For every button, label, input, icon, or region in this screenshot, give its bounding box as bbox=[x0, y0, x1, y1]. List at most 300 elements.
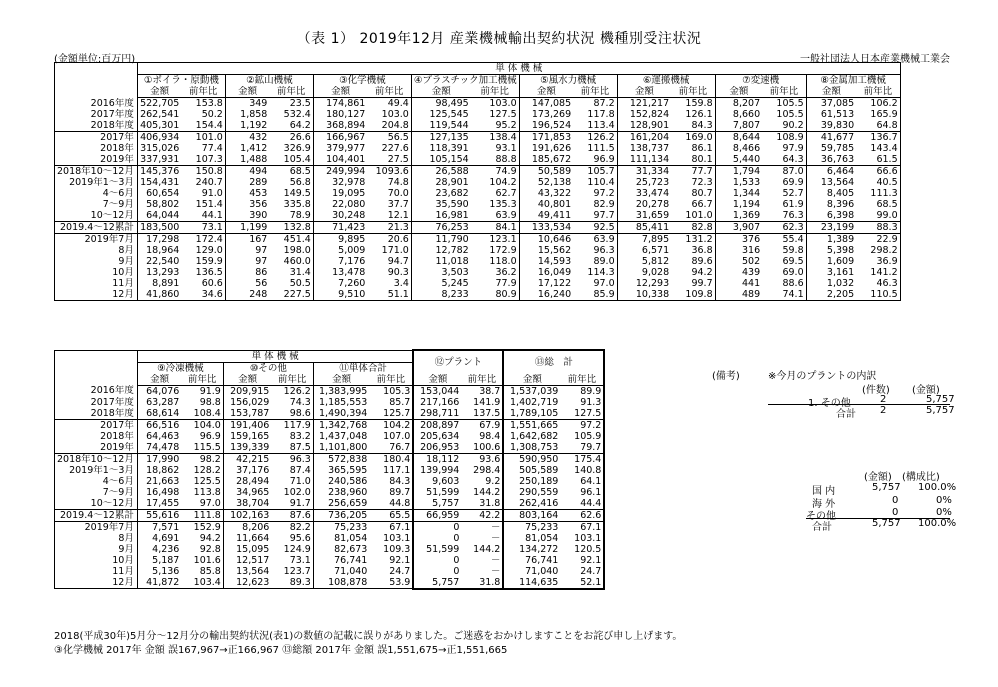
ratio-cell: 107.0 bbox=[369, 431, 413, 442]
ratio-cell: 141.2 bbox=[856, 267, 900, 278]
ratio-cell: 131.2 bbox=[671, 234, 715, 246]
ratio-cell: 91.7 bbox=[271, 498, 313, 510]
amount-cell: 6,571 bbox=[641, 245, 670, 256]
ratio-cell: 73.1 bbox=[271, 555, 313, 566]
amount-cell: 406,934 bbox=[140, 132, 180, 143]
table-row bbox=[55, 453, 605, 465]
ratio-cell: 110.5 bbox=[856, 289, 900, 301]
ratio-cell: 204.8 bbox=[367, 120, 411, 132]
amount-cell: 134,272 bbox=[503, 544, 560, 555]
ratio-cell: 138.4 bbox=[471, 132, 519, 144]
amount-cell: 81,054 bbox=[334, 532, 368, 544]
amount-cell: 86 bbox=[255, 267, 268, 278]
ratio-cell: 22.9 bbox=[856, 234, 900, 246]
ratio-cell: 113.8 bbox=[181, 487, 223, 498]
amount-cell: 21,663 bbox=[146, 475, 180, 487]
amount-cell: 64,463 bbox=[146, 430, 180, 442]
ratio-cell: 175.4 bbox=[560, 453, 604, 465]
amount-cell: 159,165 bbox=[230, 430, 270, 442]
amount-cell: 23,682 bbox=[435, 188, 469, 199]
ratio-cell: 117.8 bbox=[573, 109, 617, 120]
remarks-total-count: 2 bbox=[880, 405, 887, 416]
row-label: 10月 bbox=[55, 555, 138, 566]
orders-table-2 bbox=[54, 349, 605, 590]
ratio-cell: 91.0 bbox=[181, 188, 225, 199]
ratio-cell: 111.3 bbox=[856, 188, 900, 199]
ratio-cell: 298.4 bbox=[461, 465, 503, 476]
row-label: 8月 bbox=[55, 533, 138, 544]
amount-cell: 1,344 bbox=[732, 188, 761, 199]
ratio-cell: 82.9 bbox=[573, 199, 617, 210]
ratio-cell: 38.7 bbox=[461, 385, 503, 397]
amount-cell: 3,503 bbox=[441, 267, 469, 278]
ratio-cell: 97.2 bbox=[560, 419, 604, 431]
ratio-cell: 101.0 bbox=[671, 210, 715, 222]
ratio-cell: 136.7 bbox=[856, 132, 900, 144]
ratio-cell: 159.8 bbox=[671, 98, 715, 110]
ratio-cell: 105.4 bbox=[269, 154, 313, 166]
ratio-cell: 97.0 bbox=[181, 498, 223, 510]
ratio-cell: 52.7 bbox=[762, 188, 806, 199]
amount-cell: 494 bbox=[249, 166, 268, 177]
ratio-cell: 62.7 bbox=[471, 188, 519, 199]
amount-cell: 5,009 bbox=[338, 245, 366, 256]
ratio-cell: 85.8 bbox=[181, 566, 223, 577]
amount-cell: 25,723 bbox=[635, 177, 670, 188]
amount-cell: 11,790 bbox=[435, 234, 469, 245]
ratio-cell: 95.6 bbox=[271, 533, 313, 544]
amount-cell: 439 bbox=[741, 267, 761, 278]
ratio-cell: 97.0 bbox=[573, 278, 617, 289]
ratio-cell: 73.1 bbox=[181, 222, 225, 234]
ratio-cell: － bbox=[461, 555, 503, 566]
breakdown-domestic-amount: 5,757 bbox=[872, 482, 901, 493]
ratio-cell: 27.5 bbox=[367, 154, 411, 166]
amount-cell: 171,853 bbox=[531, 132, 572, 143]
ratio-cell: 98.2 bbox=[181, 453, 223, 465]
amount-cell: 8,206 bbox=[242, 521, 270, 533]
amount-cell: 191,406 bbox=[230, 419, 270, 431]
amount-cell: 453 bbox=[249, 188, 268, 199]
amount-cell: 71,040 bbox=[334, 565, 368, 577]
amount-cell: 1,490,394 bbox=[313, 408, 369, 420]
amount-cell: 13,564 bbox=[820, 177, 855, 188]
amount-cell: 0 bbox=[413, 533, 461, 544]
ratio-cell: 123.7 bbox=[271, 566, 313, 577]
ratio-cell: 74.3 bbox=[271, 397, 313, 408]
ratio-cell: 96.9 bbox=[573, 154, 617, 166]
ratio-cell: 60.6 bbox=[181, 278, 225, 289]
amount-cell: 76,741 bbox=[334, 554, 368, 566]
ratio-cell: 99.0 bbox=[856, 210, 900, 222]
amount-cell: 31,659 bbox=[617, 210, 671, 222]
amount-cell: 590,950 bbox=[503, 453, 560, 465]
amount-cell: 9,895 bbox=[338, 234, 366, 245]
amount-cell: 8,207 bbox=[732, 98, 761, 109]
row-label: 7～9月 bbox=[55, 487, 138, 498]
amount-cell: 6,464 bbox=[826, 166, 855, 177]
amount-cell: 75,233 bbox=[334, 521, 368, 533]
ratio-cell: 105.5 bbox=[762, 109, 806, 120]
category-header: ①ボイラ・原動機 bbox=[137, 75, 225, 87]
amount-cell: 0 bbox=[413, 566, 461, 577]
amount-cell: 42,215 bbox=[236, 453, 270, 465]
amount-cell: 145,376 bbox=[140, 166, 180, 177]
table-row bbox=[55, 222, 901, 234]
row-label: 12月 bbox=[55, 577, 138, 589]
amount-cell: 8,466 bbox=[732, 143, 761, 154]
ratio-cell: 77.9 bbox=[471, 278, 519, 289]
breakdown-domestic-label: 国 内 bbox=[812, 486, 836, 497]
ratio-cell: 59.8 bbox=[762, 245, 806, 256]
amount-cell: 51,599 bbox=[413, 544, 461, 555]
ratio-cell: 42.2 bbox=[461, 509, 503, 521]
amount-cell: 1,789,105 bbox=[503, 408, 560, 420]
ratio-cell: 77.7 bbox=[671, 166, 715, 178]
ratio-cell: 82.8 bbox=[671, 222, 715, 234]
amount-subheader: 金額 bbox=[519, 86, 573, 98]
ratio-cell: 120.5 bbox=[560, 544, 604, 555]
ratio-cell: 143.4 bbox=[856, 143, 900, 154]
ratio-cell: 85.7 bbox=[369, 397, 413, 408]
amount-cell: 85,411 bbox=[617, 222, 671, 234]
ratio-cell: 124.9 bbox=[271, 544, 313, 555]
amount-cell: 10,646 bbox=[537, 234, 572, 245]
amount-cell: 12,293 bbox=[635, 278, 670, 289]
ratio-cell: 125.7 bbox=[369, 408, 413, 420]
amount-cell: 18,112 bbox=[413, 453, 461, 465]
group-header-row bbox=[55, 350, 605, 362]
amount-cell: 1,342,768 bbox=[319, 419, 368, 431]
row-label: 2019年7月 bbox=[55, 234, 138, 246]
amount-cell: 16,049 bbox=[537, 267, 572, 278]
ratio-cell: 118.0 bbox=[471, 256, 519, 267]
amount-cell: 64,076 bbox=[146, 385, 180, 397]
table-row bbox=[55, 234, 901, 246]
ratio-cell: 198.0 bbox=[269, 245, 313, 256]
ratio-cell: 104.2 bbox=[471, 177, 519, 188]
amount-cell: 75,233 bbox=[503, 521, 560, 533]
amount-cell: 5,757 bbox=[413, 498, 461, 510]
amount-cell: 118,391 bbox=[429, 143, 469, 154]
amount-cell: 5,440 bbox=[715, 154, 762, 166]
ratio-cell: 100.6 bbox=[461, 442, 503, 454]
category-header: ⑥運搬機械 bbox=[617, 75, 715, 87]
ratio-cell: 24.7 bbox=[369, 566, 413, 577]
amount-cell: 3,161 bbox=[826, 267, 855, 278]
amount-cell: 1,488 bbox=[225, 154, 269, 166]
amount-cell: 17,455 bbox=[137, 498, 181, 510]
ratio-cell: 126.1 bbox=[671, 109, 715, 120]
ratio-cell: 105.9 bbox=[560, 431, 604, 442]
ratio-cell: 91.9 bbox=[181, 385, 223, 397]
amount-subheader: 金額 bbox=[313, 86, 367, 98]
amount-cell: 15,562 bbox=[537, 245, 572, 256]
amount-cell: 180,127 bbox=[326, 109, 366, 120]
amount-cell: 68,614 bbox=[137, 408, 181, 420]
amount-cell: 128,901 bbox=[617, 120, 671, 132]
amount-subheader: 金額 bbox=[137, 86, 181, 98]
ratio-cell: 52.1 bbox=[560, 577, 604, 589]
amount-cell: 173,269 bbox=[531, 109, 572, 120]
amount-cell: 98,495 bbox=[435, 98, 469, 109]
ratio-cell: 109.8 bbox=[671, 289, 715, 301]
amount-cell: 154,431 bbox=[140, 177, 180, 188]
ratio-cell: 68.5 bbox=[856, 199, 900, 210]
row-label: 2019年 bbox=[55, 442, 138, 454]
amount-cell: 41,860 bbox=[137, 289, 181, 301]
amount-cell: 66,959 bbox=[413, 509, 461, 521]
amount-cell: 1,185,553 bbox=[319, 396, 368, 408]
ratio-cell: 154.4 bbox=[181, 120, 225, 132]
ratio-cell: 64.1 bbox=[560, 476, 604, 487]
amount-cell: 20,278 bbox=[635, 199, 670, 210]
table-row bbox=[55, 120, 901, 132]
remarks-item: 1. その他 bbox=[808, 398, 851, 409]
ratio-subheader: 前年比 bbox=[573, 86, 617, 98]
amount-cell: 3,907 bbox=[715, 222, 762, 234]
ratio-cell: 78.9 bbox=[269, 210, 313, 222]
ratio-cell: 44.1 bbox=[181, 210, 225, 222]
ratio-cell: 92.8 bbox=[181, 544, 223, 555]
table-row bbox=[55, 245, 901, 256]
ratio-subheader: 前年比 bbox=[181, 86, 225, 98]
row-label: 10～12月 bbox=[55, 210, 138, 222]
table-row bbox=[55, 487, 605, 498]
ratio-cell: 104.0 bbox=[181, 419, 223, 431]
ratio-cell: 89.0 bbox=[573, 256, 617, 267]
ratio-cell: 46.3 bbox=[856, 278, 900, 289]
table-row bbox=[55, 555, 605, 566]
ratio-cell: 141.9 bbox=[461, 397, 503, 408]
amount-cell: 138,737 bbox=[629, 143, 670, 154]
ratio-cell: 94.2 bbox=[671, 267, 715, 278]
amount-cell: 127,135 bbox=[429, 132, 469, 143]
row-label: 2018年度 bbox=[55, 120, 138, 132]
table-row bbox=[55, 476, 605, 487]
ratio-cell: 169.0 bbox=[671, 132, 715, 144]
ratio-cell: 74.1 bbox=[762, 289, 806, 301]
ratio-cell: 66.6 bbox=[856, 166, 900, 178]
ratio-cell: 64.8 bbox=[856, 120, 900, 132]
row-label: 2019年7月 bbox=[55, 521, 138, 533]
amount-cell: 1,383,995 bbox=[319, 385, 368, 397]
amount-cell: 250,189 bbox=[503, 476, 560, 487]
amount-cell: 56 bbox=[255, 278, 268, 289]
amount-cell: 16,981 bbox=[411, 210, 470, 222]
category-header: ③化学機械 bbox=[313, 75, 411, 87]
amount-subheader: 金額 bbox=[223, 374, 271, 386]
table-row bbox=[55, 289, 901, 301]
organization-label: 一般社団法人日本産業機械工業会 bbox=[800, 54, 950, 65]
ratio-cell: 180.4 bbox=[369, 453, 413, 465]
amount-cell: 37,085 bbox=[820, 98, 855, 109]
amount-cell: 13,293 bbox=[146, 267, 180, 278]
ratio-cell: 86.1 bbox=[671, 143, 715, 154]
amount-cell: 22,540 bbox=[146, 256, 180, 267]
amount-cell: 139,339 bbox=[223, 442, 271, 454]
amount-cell: 13,478 bbox=[332, 267, 366, 278]
ratio-cell: 53.9 bbox=[369, 577, 413, 589]
amount-cell: 441 bbox=[741, 278, 761, 289]
row-label: 7～9月 bbox=[55, 199, 138, 210]
amount-cell: 34,965 bbox=[236, 486, 270, 498]
ratio-cell: － bbox=[461, 533, 503, 544]
table-row bbox=[55, 544, 605, 555]
ratio-cell: 98.4 bbox=[461, 431, 503, 442]
breakdown-total-amount: 5,757 bbox=[872, 518, 901, 529]
ratio-cell: 125.5 bbox=[181, 476, 223, 487]
ratio-cell: 87.5 bbox=[271, 442, 313, 454]
ratio-cell: 335.8 bbox=[269, 199, 313, 210]
group-header-row bbox=[55, 63, 901, 75]
ratio-cell: 49.4 bbox=[367, 98, 411, 110]
amount-cell: 108,878 bbox=[313, 577, 369, 589]
amount-cell: 28,901 bbox=[435, 177, 469, 188]
corner-cell bbox=[55, 63, 138, 98]
amount-cell: 153,787 bbox=[223, 408, 271, 420]
amount-cell: 1,192 bbox=[225, 120, 269, 132]
amount-cell: 489 bbox=[715, 289, 762, 301]
ratio-cell: 117.9 bbox=[271, 419, 313, 431]
amount-cell: 39,830 bbox=[806, 120, 856, 132]
amount-cell: 8,644 bbox=[732, 132, 761, 143]
amount-cell: 8,660 bbox=[732, 109, 761, 120]
row-label: 2019年1～3月 bbox=[55, 465, 138, 476]
amount-cell: 8,405 bbox=[826, 188, 855, 199]
amount-cell: 502 bbox=[741, 256, 761, 267]
table-row bbox=[55, 533, 605, 544]
ratio-cell: 115.5 bbox=[181, 442, 223, 454]
ratio-cell: 68.5 bbox=[269, 166, 313, 178]
footnote-correction: 2018(平成30年)5月分～12月分の輸出契約状況(表1)の数値の記載に誤りがありました。ご迷惑をおかけしますことをお詫び申し上げます。 bbox=[54, 631, 683, 642]
amount-cell: 1,642,682 bbox=[503, 431, 560, 442]
amount-cell: 7,260 bbox=[338, 278, 366, 289]
ratio-cell: 89.3 bbox=[271, 577, 313, 589]
amount-cell: 152,824 bbox=[629, 109, 670, 120]
row-label: 2017年 bbox=[55, 132, 138, 144]
ratio-cell: 227.5 bbox=[269, 289, 313, 301]
amount-cell: 41,872 bbox=[137, 577, 181, 589]
ratio-cell: 80.7 bbox=[671, 188, 715, 199]
ratio-cell: 97.7 bbox=[573, 210, 617, 222]
amount-cell: 5,136 bbox=[152, 565, 180, 577]
ratio-cell: 84.1 bbox=[471, 222, 519, 234]
ratio-cell: 70.0 bbox=[367, 188, 411, 199]
row-label: 4～6月 bbox=[55, 188, 138, 199]
amount-cell: 405,301 bbox=[137, 120, 181, 132]
ratio-cell: 88.3 bbox=[856, 222, 900, 234]
amount-cell: 36,763 bbox=[806, 154, 856, 166]
ratio-cell: 98.6 bbox=[271, 408, 313, 420]
row-label: 2019年 bbox=[55, 154, 138, 166]
ratio-cell: 90.3 bbox=[367, 267, 411, 278]
ratio-cell: 34.6 bbox=[181, 289, 225, 301]
ratio-cell: 89.9 bbox=[560, 385, 604, 397]
amount-cell: 22,080 bbox=[332, 199, 366, 210]
ratio-cell: 105.7 bbox=[573, 166, 617, 178]
amount-cell: 60,654 bbox=[146, 188, 180, 199]
amount-cell: 7,807 bbox=[715, 120, 762, 132]
breakdown-total-ratio: 100.0% bbox=[918, 518, 957, 529]
ratio-cell: 109.3 bbox=[369, 544, 413, 555]
ratio-cell: 88.8 bbox=[471, 154, 519, 166]
ratio-cell: 84.3 bbox=[369, 476, 413, 487]
table-row bbox=[55, 397, 605, 408]
remarks-total-label: 合計 bbox=[836, 409, 856, 420]
ratio-cell: 67.9 bbox=[461, 419, 503, 431]
ratio-cell: 89.7 bbox=[369, 487, 413, 498]
amount-cell: 41,677 bbox=[820, 132, 855, 143]
ratio-cell: 136.5 bbox=[181, 267, 225, 278]
table-row bbox=[55, 509, 605, 521]
amount-cell: 133,534 bbox=[519, 222, 573, 234]
breakdown-overseas-label: 海 外 bbox=[812, 499, 836, 510]
amount-cell: 81,054 bbox=[503, 533, 560, 544]
ratio-cell: 126.2 bbox=[573, 132, 617, 144]
amount-cell: 6,398 bbox=[806, 210, 856, 222]
row-label: 12月 bbox=[55, 289, 138, 301]
remarks-total-amount: 5,757 bbox=[926, 405, 955, 416]
ratio-cell: 56.8 bbox=[269, 177, 313, 188]
amount-cell: 40,801 bbox=[537, 199, 572, 210]
ratio-subheader: 前年比 bbox=[269, 86, 313, 98]
breakdown-total-label: 合計 bbox=[812, 522, 832, 533]
ratio-cell: 61.5 bbox=[856, 154, 900, 166]
ratio-cell: 103.4 bbox=[181, 577, 223, 589]
amount-cell: 349 bbox=[249, 98, 268, 109]
breakdown-overseas-amount: 0 bbox=[892, 495, 899, 506]
amount-cell: 17,298 bbox=[146, 234, 180, 245]
amount-cell: 1,308,753 bbox=[503, 442, 560, 454]
amount-cell: 249,994 bbox=[326, 166, 366, 177]
amount-cell: 12,517 bbox=[236, 554, 270, 566]
amount-subheader: 金額 bbox=[313, 374, 369, 386]
category-header: ⑦変速機 bbox=[715, 75, 806, 87]
amount-cell: 50,589 bbox=[537, 166, 572, 177]
amount-cell: 43,322 bbox=[537, 188, 572, 199]
amount-cell: 1,437,048 bbox=[319, 430, 368, 442]
amount-cell: 59,785 bbox=[820, 143, 855, 154]
row-label: 10月 bbox=[55, 267, 138, 278]
breakdown-other-label: その他 bbox=[806, 511, 836, 522]
ratio-cell: 64.3 bbox=[762, 154, 806, 166]
amount-cell: 5,245 bbox=[441, 278, 469, 289]
group-header: 単 体 機 械 bbox=[137, 350, 413, 362]
ratio-cell: 90.2 bbox=[762, 120, 806, 132]
amount-cell: 104,401 bbox=[313, 154, 367, 166]
amount-cell: 206,953 bbox=[413, 442, 461, 454]
amount-cell: 5,812 bbox=[641, 256, 670, 267]
ratio-cell: 101.6 bbox=[181, 555, 223, 566]
row-label: 2016年度 bbox=[55, 385, 138, 397]
amount-cell: 522,705 bbox=[140, 98, 180, 109]
ratio-cell: 97.9 bbox=[762, 143, 806, 154]
ratio-cell: 87.0 bbox=[762, 166, 806, 178]
amount-cell: 8,891 bbox=[152, 278, 180, 289]
table-row bbox=[55, 188, 901, 199]
ratio-subheader: 前年比 bbox=[271, 374, 313, 386]
ratio-cell: 20.6 bbox=[367, 234, 411, 246]
ratio-cell: 94.7 bbox=[367, 256, 411, 267]
row-label: 2018年10～12月 bbox=[55, 166, 138, 178]
amount-cell: 26,588 bbox=[435, 166, 469, 177]
amount-cell: 58,802 bbox=[146, 199, 180, 210]
ratio-cell: 151.4 bbox=[181, 199, 225, 210]
ratio-cell: 165.9 bbox=[856, 109, 900, 120]
ratio-cell: 66.7 bbox=[671, 199, 715, 210]
ratio-cell: 87.4 bbox=[271, 465, 313, 476]
